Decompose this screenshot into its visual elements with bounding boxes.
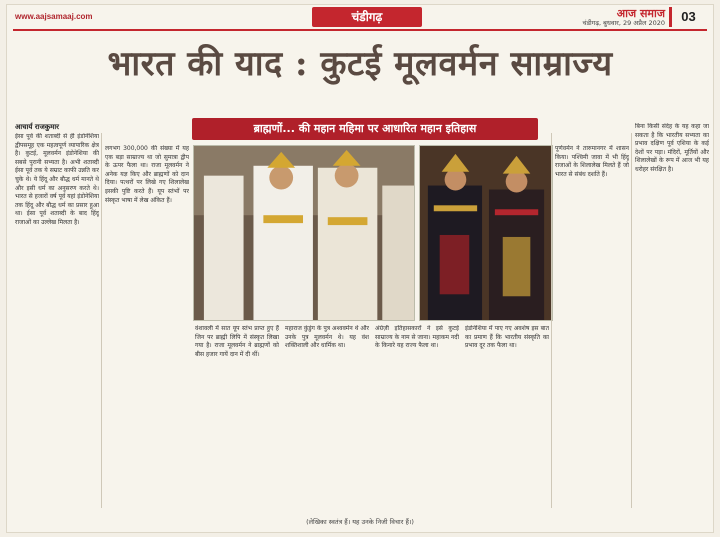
masthead-rule [13,29,707,31]
royal-couple-photo [193,145,415,321]
article-column: वंशावली में सात यूप स्तंभ प्राप्त हुए हैं जिन पर ब्राह्मी लिपि में संस्कृत लिखा गया है। राजा मूलवर्मन ने ब्राह्मणों को बीस हजार गायें दान में दी थीं। [195,325,279,358]
column-divider [631,133,632,508]
column-divider [551,133,552,508]
article-column: पूर्णवर्मन ने तारुमानगर में शासन किया। पश्चिमी जावा में भी हिंदू राजाओं के शिलालेख मिलते हैं जो भारत से संबंध दर्शाते हैं। [555,145,629,178]
city-label: चंडीगढ़ [312,7,422,27]
subheadline-banner: ब्राह्मणों... की महान महिमा पर आधारित महान इतिहास [192,118,538,140]
article-column: लगभग 300,000 की संख्या में यह एक बड़ा साम्राज्य था जो सुमात्रा द्वीप के ऊपर फैला था। राजा मूलवर्मन ने अनेक यज्ञ किए और ब्राह्मणों को दान दिया। पत्थरों पर लिखे गए शिलालेख इसकी पुष्टि करते हैं। यूप स्तंभों पर संस्कृत भाषा में लेख अंकित हैं। [105,145,189,204]
page-number: 03 [669,7,705,27]
article-column: अंग्रेज़ी इतिहासकारों ने इसे कुटई साम्राज्य के नाम से जाना। महाकम नदी के किनारे यह राज्य फैला था। [375,325,459,350]
website-url: www.aajsamaaj.com [15,12,93,21]
newspaper-brand: आज समाज [616,7,665,20]
issue-date: चंडीगढ़, बुधवार, 29 अप्रैल 2020 [582,19,665,27]
page-headline: भारत की याद : कुटई मूलवर्मन साम्राज्य [107,44,613,84]
article-column: बिना किसी संदेह के यह कहा जा सकता है कि भारतीय सभ्यता का प्रभाव दक्षिण पूर्व एशिया के कई देशों पर पड़ा। मंदिरों, मूर्तियों और शिलालेखों के रूप में आज भी यह धरोहर संरक्षित है। [635,123,709,173]
article-column: महाराज कुंडुंग के पुत्र अश्ववर्मन थे और उनके पुत्र मूलवर्मन थे। यह वंश शक्तिशाली और धार्मिक था। [285,325,369,350]
author-disclaimer: (लेखिका स्वतंत्र हैं। यह उनके निजी विचार हैं।) [306,518,414,526]
traditional-costume-photo [419,145,553,321]
article-column: इंडोनेशिया में पाए गए अवशेष इस बात का प्रमाण हैं कि भारतीय संस्कृति का प्रभाव दूर तक फैला था। [465,325,549,350]
masthead [7,5,713,29]
byline: आचार्य राजकुमार [15,123,60,131]
column-divider [101,133,102,508]
newspaper-page [6,4,714,533]
article-column: ईसा पूर्व की शताब्दी से ही इंडोनेशिया द्वीपसमूह एक महत्वपूर्ण व्यापारिक क्षेत्र है। कुटई, मूलवर्मन इंडोनेशिया की सबसे पुरानी सभ्यता है। अभी शताब्दी ईसा पूर्व तक ये सम्राट काफी उन्नति कर चुके थे। ये हिंदू और बौद्ध धर्म मानते थे और इसी धर्म का अनुसरण करते थे। भारत से हजारों वर्ष पूर्व यहां इंडोनेशिया तक हिंदू और बौद्ध धर्म का प्रसार हुआ था। ईसा पूर्व शताब्दी के बाद हिंदू राजाओं का उल्लेख मिलता है। [15,133,99,226]
